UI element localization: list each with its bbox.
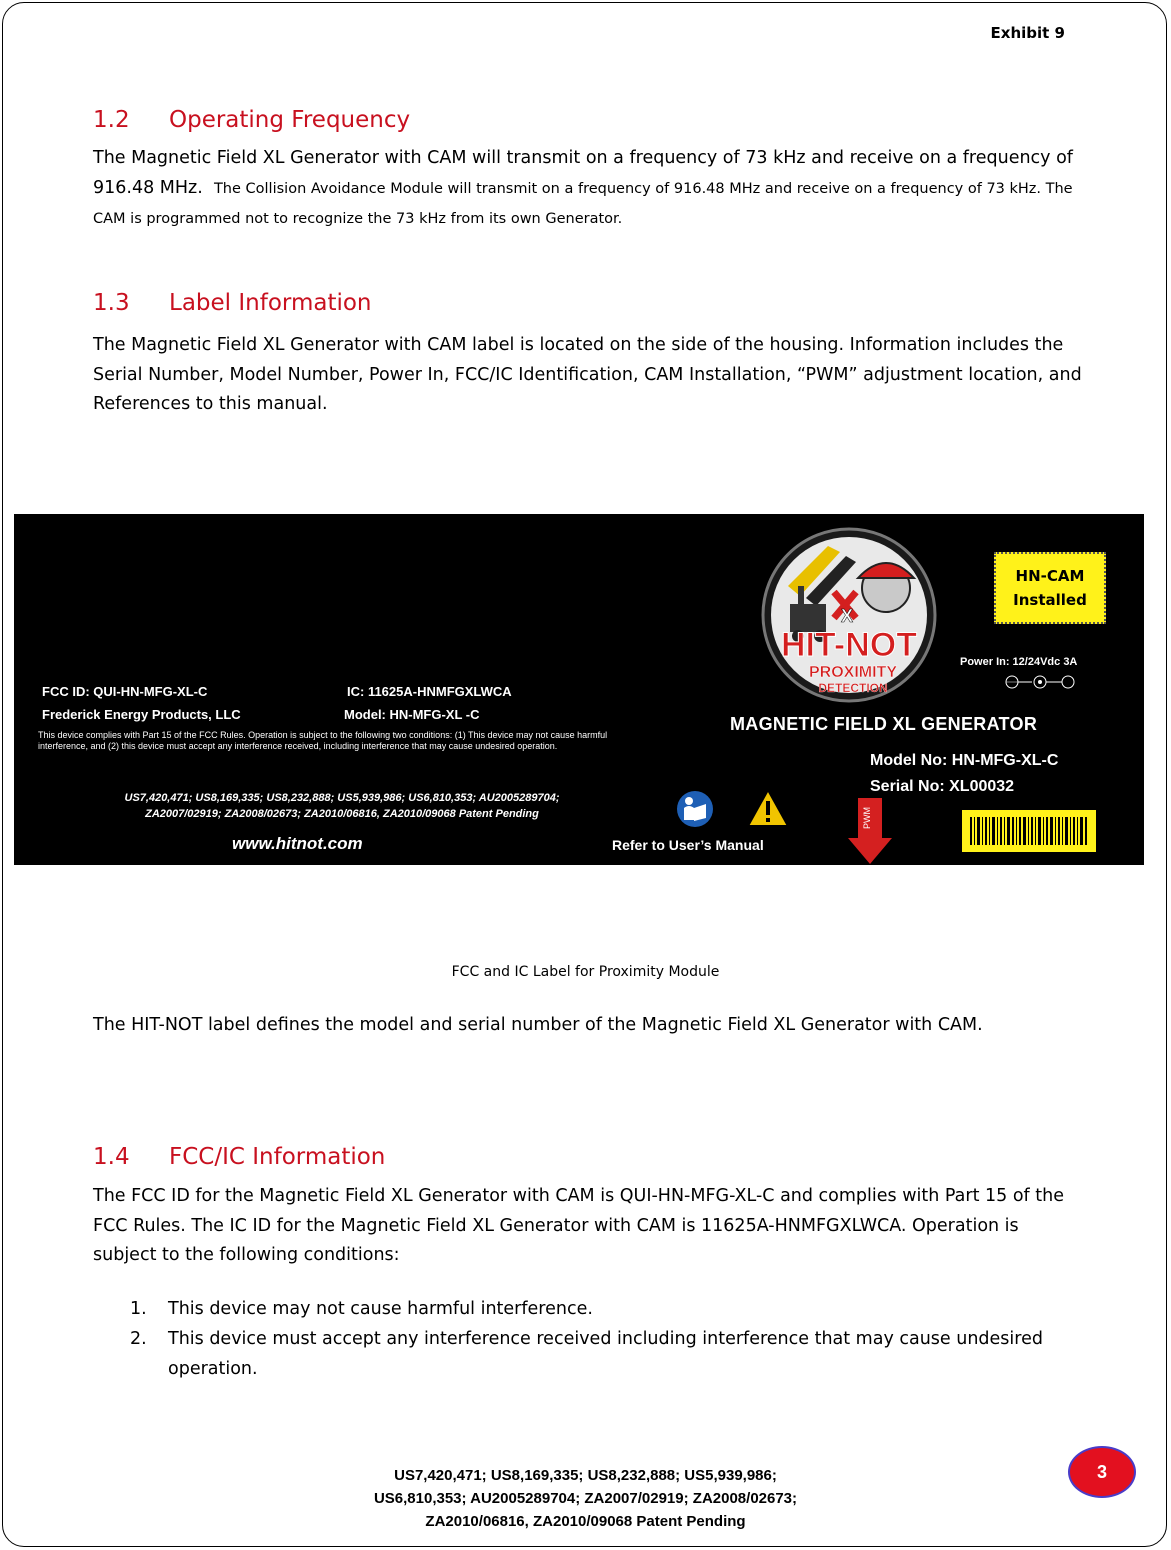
- list-item-text: This device may not cause harmful interference.: [168, 1299, 593, 1319]
- logo-x: X: [840, 606, 854, 626]
- label-patents: [42, 790, 642, 822]
- hit-not-logo: [758, 526, 940, 704]
- label-patents-line1: US7,420,471; US8,169,335; US8,232,888; US5,939,986; US6,810,353; AU2005289704;: [124, 792, 560, 804]
- label-website: www.hitnot.com: [232, 834, 363, 853]
- hn-cam-installed-tag: [994, 552, 1106, 624]
- label-model-no: Model No: HN-MFG-XL-C: [870, 752, 1059, 769]
- label-model: Model: HN-MFG-XL -C: [344, 707, 480, 722]
- label-caption: FCC and IC Label for Proximity Module: [451, 964, 720, 980]
- cam-tag-line2: Installed: [1013, 591, 1087, 609]
- footer-line3: ZA2010/06816, ZA2010/09068 Patent Pending: [425, 1513, 746, 1530]
- heading-fcc-ic-information: [93, 1144, 385, 1170]
- serial-barcode: [962, 810, 1096, 852]
- footer-line2: US6,810,353; AU2005289704; ZA2007/02919; ZA2008/02673;: [373, 1490, 798, 1507]
- label-ic: IC: 11625A-HNMFGXLWCA: [347, 684, 512, 699]
- barcode-icon: [970, 817, 1088, 845]
- page-number-badge: 3: [1068, 1446, 1136, 1498]
- conditions-list: [130, 1294, 1090, 1384]
- list-item-number: 2.: [130, 1329, 147, 1349]
- pwm-arrow-icon: [848, 798, 892, 864]
- operating-frequency-paragraph: [93, 144, 1083, 235]
- list-item-number: 1.: [130, 1299, 147, 1319]
- paragraph-text: The Magnetic Field XL Generator with CAM will transmit on a frequency of 73 kHz and receive on a frequency of 916.48 MHz.: [93, 148, 1073, 198]
- exhibit-label: Exhibit 9: [990, 24, 1065, 42]
- section-title: Label Information: [169, 290, 372, 316]
- section-number: 1.4: [93, 1144, 130, 1170]
- logo-detection-text: DETECTION: [818, 681, 888, 695]
- label-refer-manual: Refer to User’s Manual: [612, 837, 764, 853]
- logo-proximity-text: PROXIMITY: [808, 664, 898, 681]
- section-title: FCC/IC Information: [169, 1144, 386, 1170]
- section-number: 1.2: [93, 107, 130, 133]
- label-fcc-id: FCC ID: QUI-HN-MFG-XL-C: [42, 684, 208, 699]
- read-manual-icon: [676, 790, 714, 828]
- label-compliance-text: This device complies with Part 15 of the FCC Rules. Operation is subject to the following two conditions: (1) This device may not cause harmful interference, and (2) this device must accept any interference received, including interference that may cause undesired operation.: [38, 730, 608, 751]
- footer-patents: [0, 1464, 1171, 1533]
- label-power-in: Power In: 12/24Vdc 3A: [960, 656, 1078, 668]
- dc-polarity-icon: [1004, 674, 1076, 690]
- label-patents-line2: ZA2007/02919; ZA2008/02673; ZA2010/06816, ZA2010/09068 Patent Pending: [145, 808, 539, 820]
- cam-tag-line1: HN-CAM: [1015, 567, 1085, 585]
- footer-line1: US7,420,471; US8,169,335; US8,232,888; US5,939,986;: [394, 1467, 777, 1484]
- list-item-text: This device must accept any interference received including interference that may cause undesired operation.: [168, 1329, 1043, 1379]
- label-manufacturer: Frederick Energy Products, LLC: [42, 707, 241, 722]
- warning-icon: [746, 788, 790, 828]
- heading-label-information: [93, 290, 372, 316]
- fcc-ic-label-image: [14, 514, 1144, 865]
- section-title: Operating Frequency: [169, 107, 411, 133]
- label-generator-title: MAGNETIC FIELD XL GENERATOR: [730, 714, 1038, 734]
- logo-main-text: HIT-NOT: [781, 626, 917, 664]
- pwm-text: PWM: [862, 807, 872, 829]
- label-description-paragraph: The HIT-NOT label defines the model and serial number of the Magnetic Field XL Generator with CAM.: [93, 1015, 983, 1035]
- list-item: [130, 1294, 1090, 1324]
- label-information-paragraph: The Magnetic Field XL Generator with CAM label is located on the side of the housing. Information includes the Serial Number, Model Number, Power In, FCC/IC Identification, CAM Installation, “PWM” adjustment location, and References to this manual.: [93, 335, 1082, 414]
- fcc-ic-paragraph: The FCC ID for the Magnetic Field XL Generator with CAM is QUI-HN-MFG-XL-C and complies with Part 15 of the FCC Rules. The IC ID for the Magnetic Field XL Generator with CAM is 11625A-HNMFGXLWCA. Operation is subject to the following conditions:: [93, 1186, 1064, 1265]
- paragraph-small-text: The Collision Avoidance Module will transmit on a frequency of 916.48 MHz and receive on a frequency of 73 kHz. The CAM is programmed not to recognize the 73 kHz from its own Generator.: [93, 180, 1073, 227]
- list-item: [130, 1324, 1090, 1384]
- label-serial-no: Serial No: XL00032: [870, 778, 1015, 795]
- section-number: 1.3: [93, 290, 130, 316]
- heading-operating-frequency: [93, 107, 410, 133]
